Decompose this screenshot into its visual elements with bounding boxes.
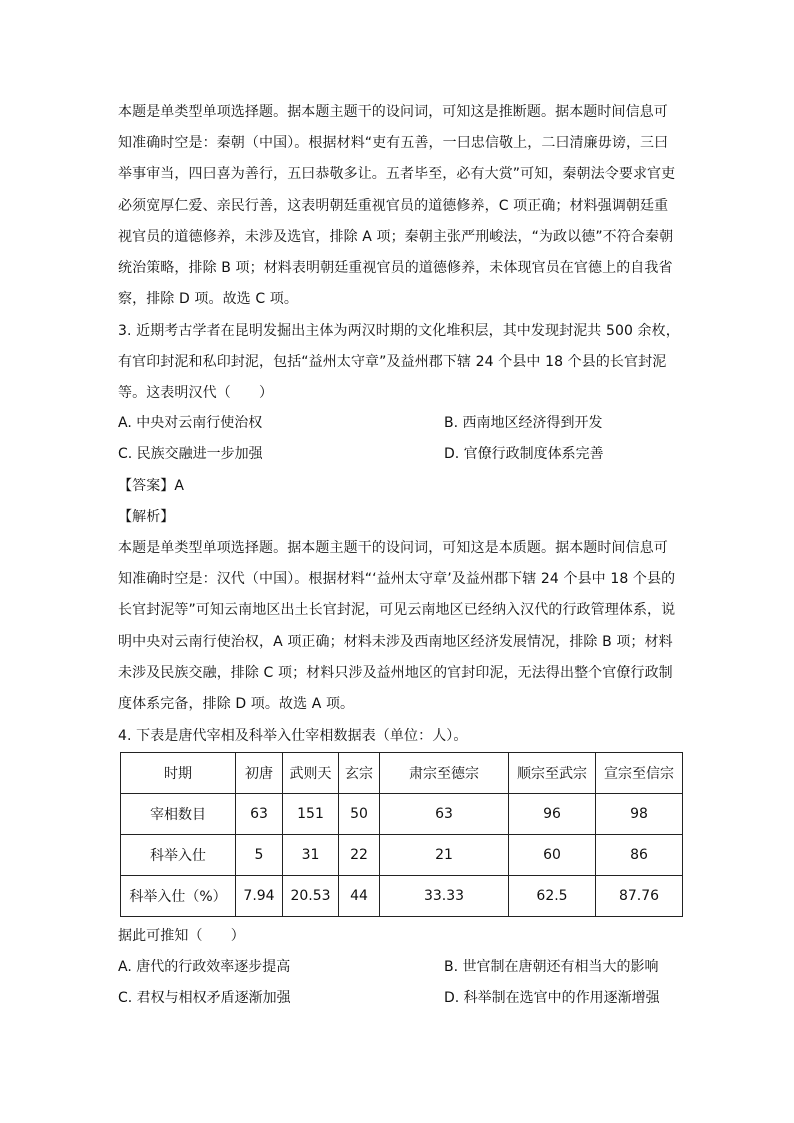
table-cell: 科举入仕 [121, 835, 236, 876]
table-cell: 63 [236, 794, 283, 835]
table-cell: 31 [283, 835, 339, 876]
text-line: 有官印封泥和私印封泥，包括“益州太守章”及益州郡下辖 24 个县中 18 个县的长官封泥 [118, 354, 667, 371]
table-cell: 21 [380, 835, 509, 876]
table-header-cell: 玄宗 [339, 753, 380, 794]
question-4-stem [118, 721, 678, 752]
analysis-block-q2 [118, 97, 678, 315]
table-row [121, 835, 683, 876]
option-d: D. 官僚行政制度体系完善 [444, 446, 604, 462]
option-c: C. 君权与相权矛盾逐渐加强 [118, 990, 291, 1006]
table-cell: 87.76 [596, 876, 683, 917]
table-cell: 科举入仕（%） [121, 876, 236, 917]
table-header-cell: 初唐 [236, 753, 283, 794]
table-cell: 63 [380, 794, 509, 835]
question-3-options-row-2 [118, 439, 678, 470]
question-3-analysis [118, 533, 678, 720]
table-header-row [121, 753, 683, 794]
table-cell: 5 [236, 835, 283, 876]
table-cell: 98 [596, 794, 683, 835]
text-line: 察，排除 D 项。故选 C 项。 [118, 291, 298, 308]
text-line: 必须宽厚仁爱、亲民行善，这表明朝廷重视官员的道德修养，C 项正确；材料强调朝廷重 [118, 197, 669, 214]
data-table [120, 752, 683, 917]
table-cell: 20.53 [283, 876, 339, 917]
analysis-label: 【解析】 [118, 509, 175, 526]
table-cell: 33.33 [380, 876, 509, 917]
table-cell: 86 [596, 835, 683, 876]
table-header-cell: 宣宗至信宗 [596, 753, 683, 794]
text-line: 3. 近期考古学者在昆明发掘出主体为两汉时期的文化堆积层，其中发现封泥共 500 余枚， [118, 323, 680, 339]
table-row [121, 794, 683, 835]
table-cell: 7.94 [236, 876, 283, 917]
text-line: 知准确时空是：秦朝（中国）。根据材料“吏有五善，一曰忠信敬上，二曰清廉毋谤，三曰 [118, 135, 669, 152]
text-line: 视官员的道德修养，未涉及选官，排除 A 项；秦朝主张严刑峻法，“为政以德”不符合秦朝 [118, 228, 674, 245]
text-line: 未涉及民族交融，排除 C 项；材料只涉及益州地区的官封印泥，无法得出整个官僚行政制 [118, 664, 673, 681]
question-3-answer-block [118, 471, 678, 533]
table-cell: 44 [339, 876, 380, 917]
table-cell: 宰相数目 [121, 794, 236, 835]
option-a: A. 中央对云南行使治权 [118, 415, 263, 431]
table-cell: 62.5 [509, 876, 596, 917]
text-line: 本题是单类型单项选择题。据本题主题干的设问词，可知这是本质题。据本题时间信息可 [118, 540, 668, 556]
table-cell: 60 [509, 835, 596, 876]
table-cell: 50 [339, 794, 380, 835]
text-line: 等。这表明汉代（ ） [118, 385, 274, 402]
option-d: D. 科举制在选官中的作用逐渐增强 [444, 990, 660, 1006]
text-line: 长官封泥等”可知云南地区出土长官封泥，可见云南地区已经纳入汉代的行政管理体系，说 [118, 602, 676, 619]
question-4-options-row-1 [118, 952, 678, 983]
option-b: B. 西南地区经济得到开发 [444, 415, 603, 431]
question-3-stem [118, 316, 678, 410]
answer-label: 【答案】A [118, 478, 185, 494]
option-c: C. 民族交融进一步加强 [118, 446, 263, 462]
table-header-cell: 顺宗至武宗 [509, 753, 596, 794]
text-line: 举事审当，四曰喜为善行，五曰恭敬多让。五者毕至，必有大赏”可知，秦朝法令要求官吏 [118, 166, 676, 183]
text-line: 4. 下表是唐代宰相及科举入仕宰相数据表（单位：人）。 [118, 728, 468, 744]
question-4-prompt [118, 921, 678, 952]
table-cell: 151 [283, 794, 339, 835]
text-line: 统治策略，排除 B 项；材料表明朝廷重视官员的道德修养，未体现官员在官德上的自我省 [118, 259, 673, 276]
table-row [121, 876, 683, 917]
question-4-options-row-2 [118, 983, 678, 1014]
table-header-cell: 武则天 [283, 753, 339, 794]
table-header-cell: 肃宗至德宗 [380, 753, 509, 794]
table-cell: 22 [339, 835, 380, 876]
question-3-options-row-1 [118, 408, 678, 439]
text-line: 本题是单类型单项选择题。据本题主题干的设问词，可知这是推断题。据本题时间信息可 [118, 104, 668, 120]
option-b: B. 世官制在唐朝还有相当大的影响 [444, 959, 659, 975]
table-header-cell: 时期 [121, 753, 236, 794]
table-cell: 96 [509, 794, 596, 835]
text-line: 度体系完备，排除 D 项。故选 A 项。 [118, 695, 355, 712]
text-line: 知准确时空是：汉代（中国）。根据材料“‘益州太守章’及益州郡下辖 24 个县中 18 个县的 [118, 571, 676, 588]
text-line: 明中央对云南行使治权，A 项正确；材料未涉及西南地区经济发展情况，排除 B 项；材料 [118, 633, 673, 650]
option-a: A. 唐代的行政效率逐步提高 [118, 959, 291, 975]
text-line: 据此可推知（ ） [118, 928, 245, 944]
